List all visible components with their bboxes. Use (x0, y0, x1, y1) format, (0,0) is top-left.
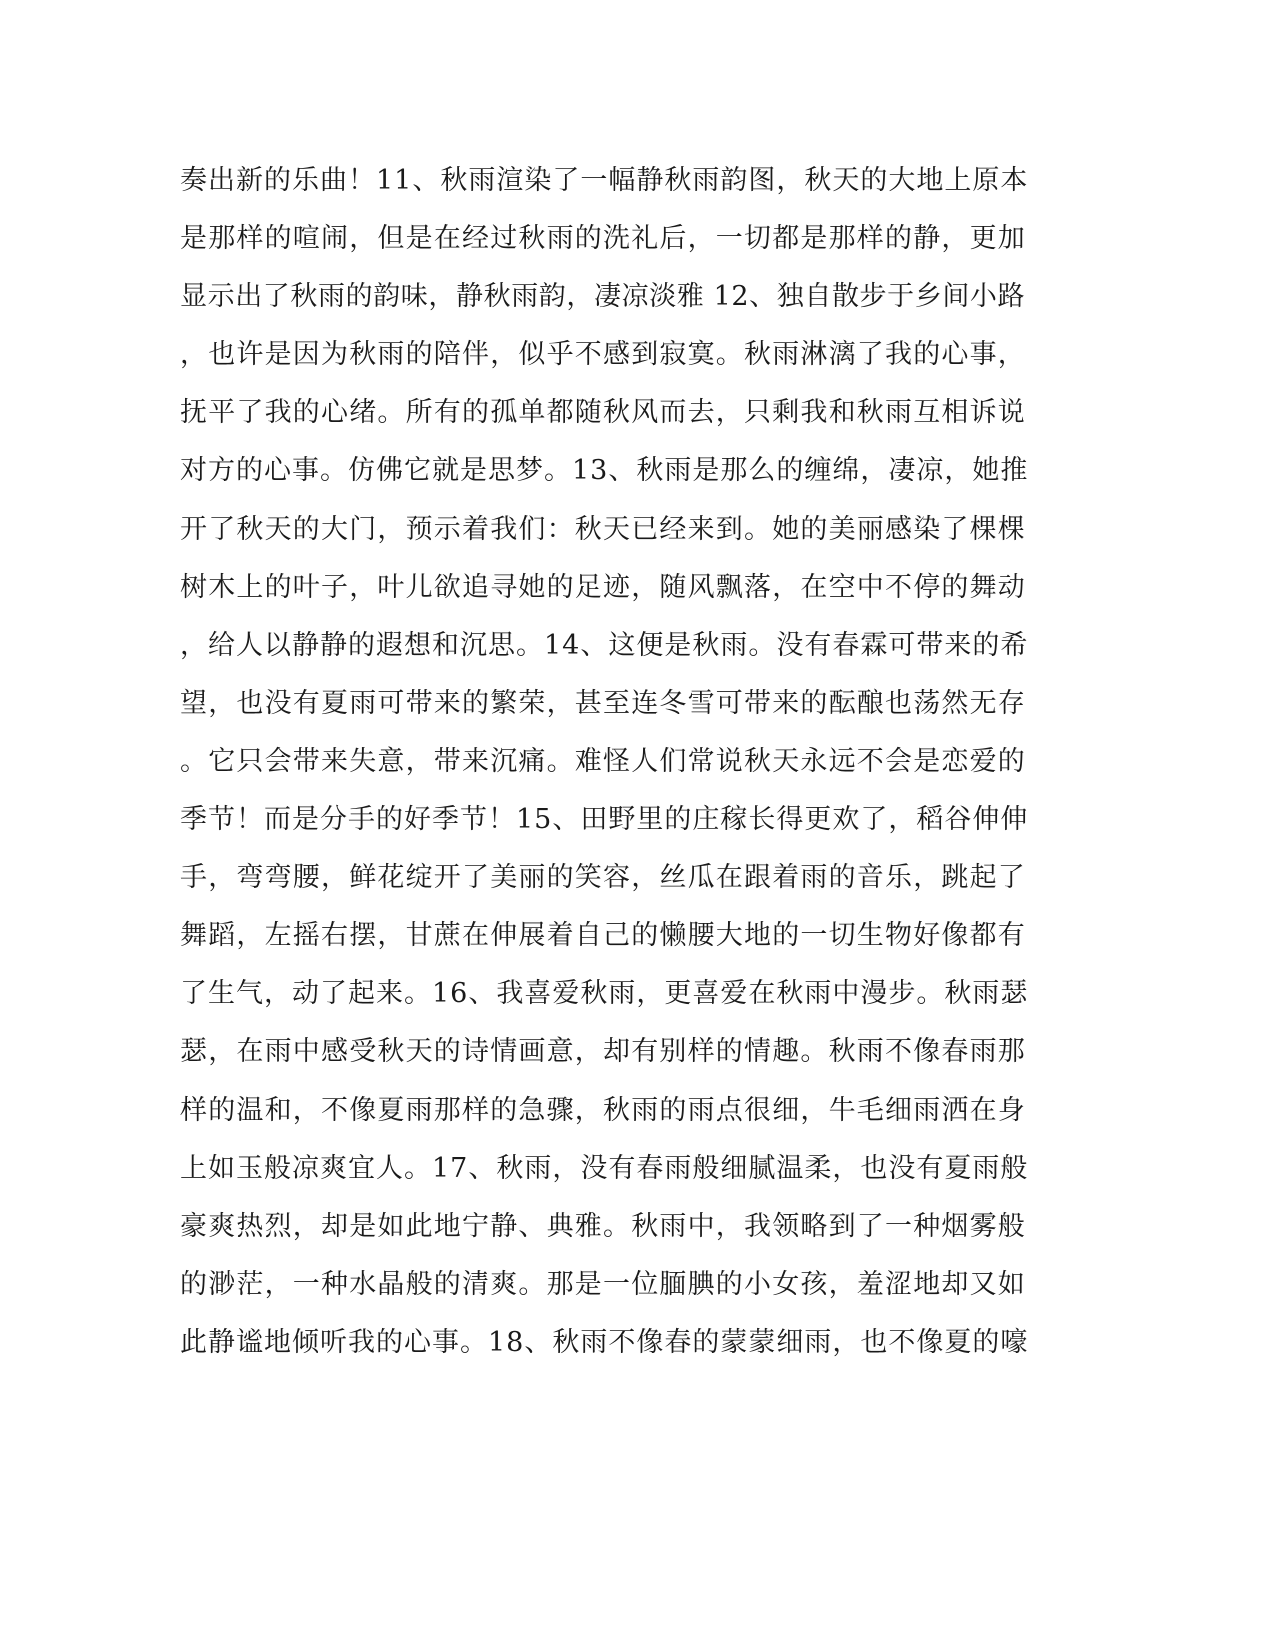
text-line: 显示出了秋雨的韵味，静秋雨韵，凄凉淡雅 12、独自散步于乡间小路 (180, 281, 1026, 313)
text-line: 开了秋天的大门，预示着我们：秋天已经来到。她的美丽感染了棵棵 (180, 513, 1026, 545)
text-line: 瑟，在雨中感受秋天的诗情画意，却有别样的情趣。秋雨不像春雨那 (180, 1036, 1026, 1068)
text-line: 季节！而是分手的好季节！15、田野里的庄稼长得更欢了，稻谷伸伸 (180, 804, 1029, 836)
text-line: 舞蹈，左摇右摆，甘蔗在伸展着自己的懒腰大地的一切生物好像都有 (180, 920, 1026, 952)
text-line: 样的温和，不像夏雨那样的急骤，秋雨的雨点很细，牛毛细雨洒在身 (180, 1094, 1026, 1126)
text-line: 豪爽热烈，却是如此地宁静、典雅。秋雨中，我领略到了一种烟雾般 (180, 1210, 1026, 1242)
text-line: 望，也没有夏雨可带来的繁荣，甚至连冬雪可带来的酝酿也荡然无存 (180, 687, 1026, 719)
text-line: 是那样的喧闹，但是在经过秋雨的洗礼后，一切都是那样的静，更加 (180, 223, 1026, 255)
text-line: 树木上的叶子，叶儿欲追寻她的足迹，随风飘落，在空中不停的舞动 (180, 571, 1026, 603)
text-line: 了生气，动了起来。16、我喜爱秋雨，更喜爱在秋雨中漫步。秋雨瑟 (180, 978, 1029, 1010)
text-line: 的渺茫，一种水晶般的清爽。那是一位腼腆的小女孩，羞涩地却又如 (180, 1268, 1026, 1300)
body-text (180, 152, 1030, 1372)
text-line: ，也许是因为秋雨的陪伴，似乎不感到寂寞。秋雨淋漓了我的心事， (180, 339, 1026, 371)
text-line: 手，弯弯腰，鲜花绽开了美丽的笑容，丝瓜在跟着雨的音乐，跳起了 (180, 862, 1026, 894)
text-line: 奏出新的乐曲！11、秋雨渲染了一幅静秋雨韵图，秋天的大地上原本 (180, 165, 1029, 196)
text-line: ，给人以静静的遐想和沉思。14、这便是秋雨。没有春霖可带来的希 (180, 629, 1029, 661)
text-line: 对方的心事。仿佛它就是思梦。13、秋雨是那么的缠绵，凄凉，她推 (180, 455, 1029, 487)
text-line: 抚平了我的心绪。所有的孤单都随秋风而去，只剩我和秋雨互相诉说 (180, 397, 1026, 429)
text-line: 。它只会带来失意，带来沉痛。难怪人们常说秋天永远不会是恋爱的 (180, 745, 1026, 777)
text-line: 上如玉般凉爽宜人。17、秋雨，没有春雨般细腻温柔，也没有夏雨般 (180, 1152, 1029, 1184)
text-line: 此静谧地倾听我的心事。18、秋雨不像春的蒙蒙细雨，也不像夏的嚎 (180, 1326, 1029, 1358)
